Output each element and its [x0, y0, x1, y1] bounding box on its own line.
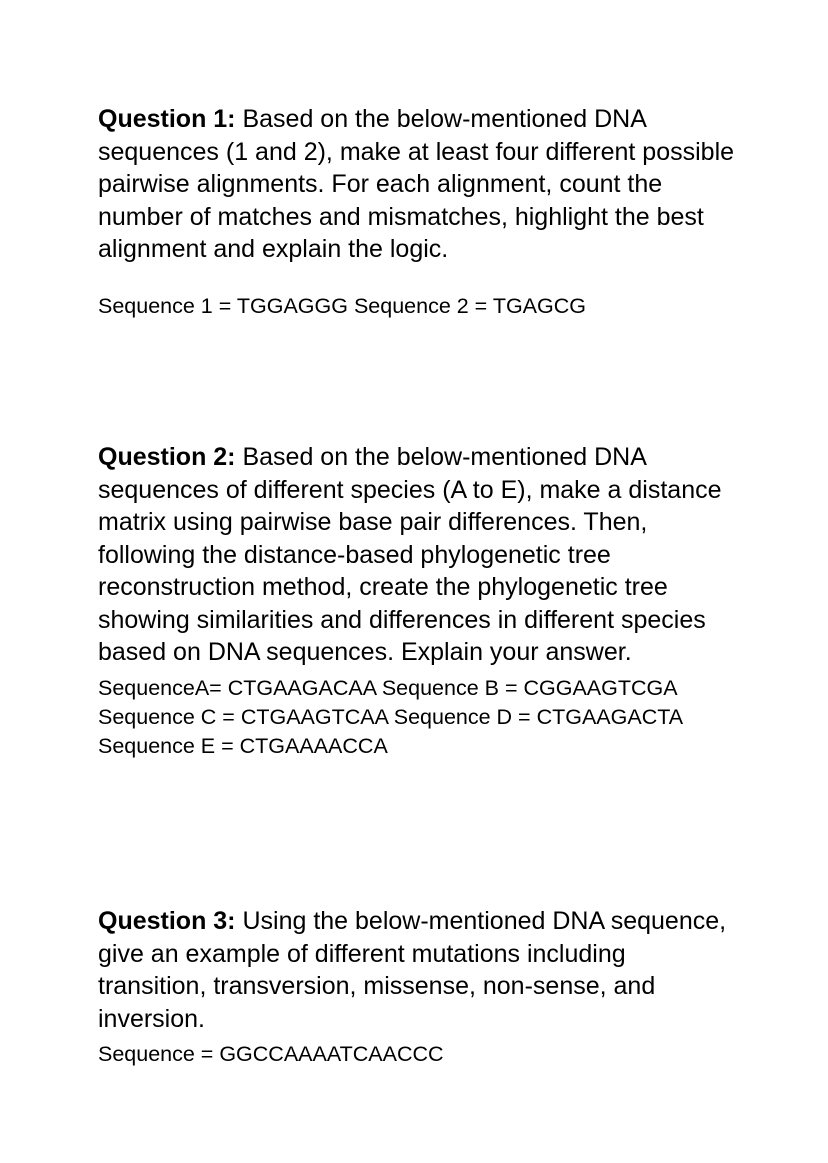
question-3-text	[98, 905, 738, 1035]
question-3-sequence: Sequence = GGCCAAAATCAACCC	[98, 1042, 444, 1066]
question-1-body: Based on the below-mentioned DNA sequences (1 and 2), make at least four different possible pairwise alignments. For each alignment, count the number of matches and mismatches, highlight the best alignment and explain the logic.	[98, 105, 735, 263]
question-3-block	[98, 905, 738, 1069]
question-3-body: Using the below-mentioned DNA sequence, give an example of different mutations including transition, transversion, missense, non-sense, and inversion.	[98, 907, 727, 1033]
question-1-label: Question 1:	[98, 105, 236, 133]
question-2-sequence: SequenceA= CTGAAGACAA Sequence B = CGGAAGTCGA Sequence C = CTGAAGTCAA Sequence D = CTGAAGACTA Sequence E = CTGAAAACCA	[98, 675, 682, 758]
question-2-block	[98, 441, 738, 761]
question-1-text	[98, 103, 738, 266]
question-3-label: Question 3:	[98, 907, 236, 935]
question-2-label: Question 2:	[98, 443, 236, 471]
question-1-sequence: Sequence 1 = TGGAGGG Sequence 2 = TGAGCG	[98, 293, 586, 318]
question-1-block	[98, 103, 738, 321]
question-2-text	[98, 441, 738, 669]
question-2-body: Based on the below-mentioned DNA sequences of different species (A to E), make a distance matrix using pairwise base pair differences. Then, following the distance-based phylogenetic tree reconstruction method, create the phylogenetic tree showing similarities and differences in different species based on DNA sequences. Explain your answer.	[98, 443, 722, 666]
